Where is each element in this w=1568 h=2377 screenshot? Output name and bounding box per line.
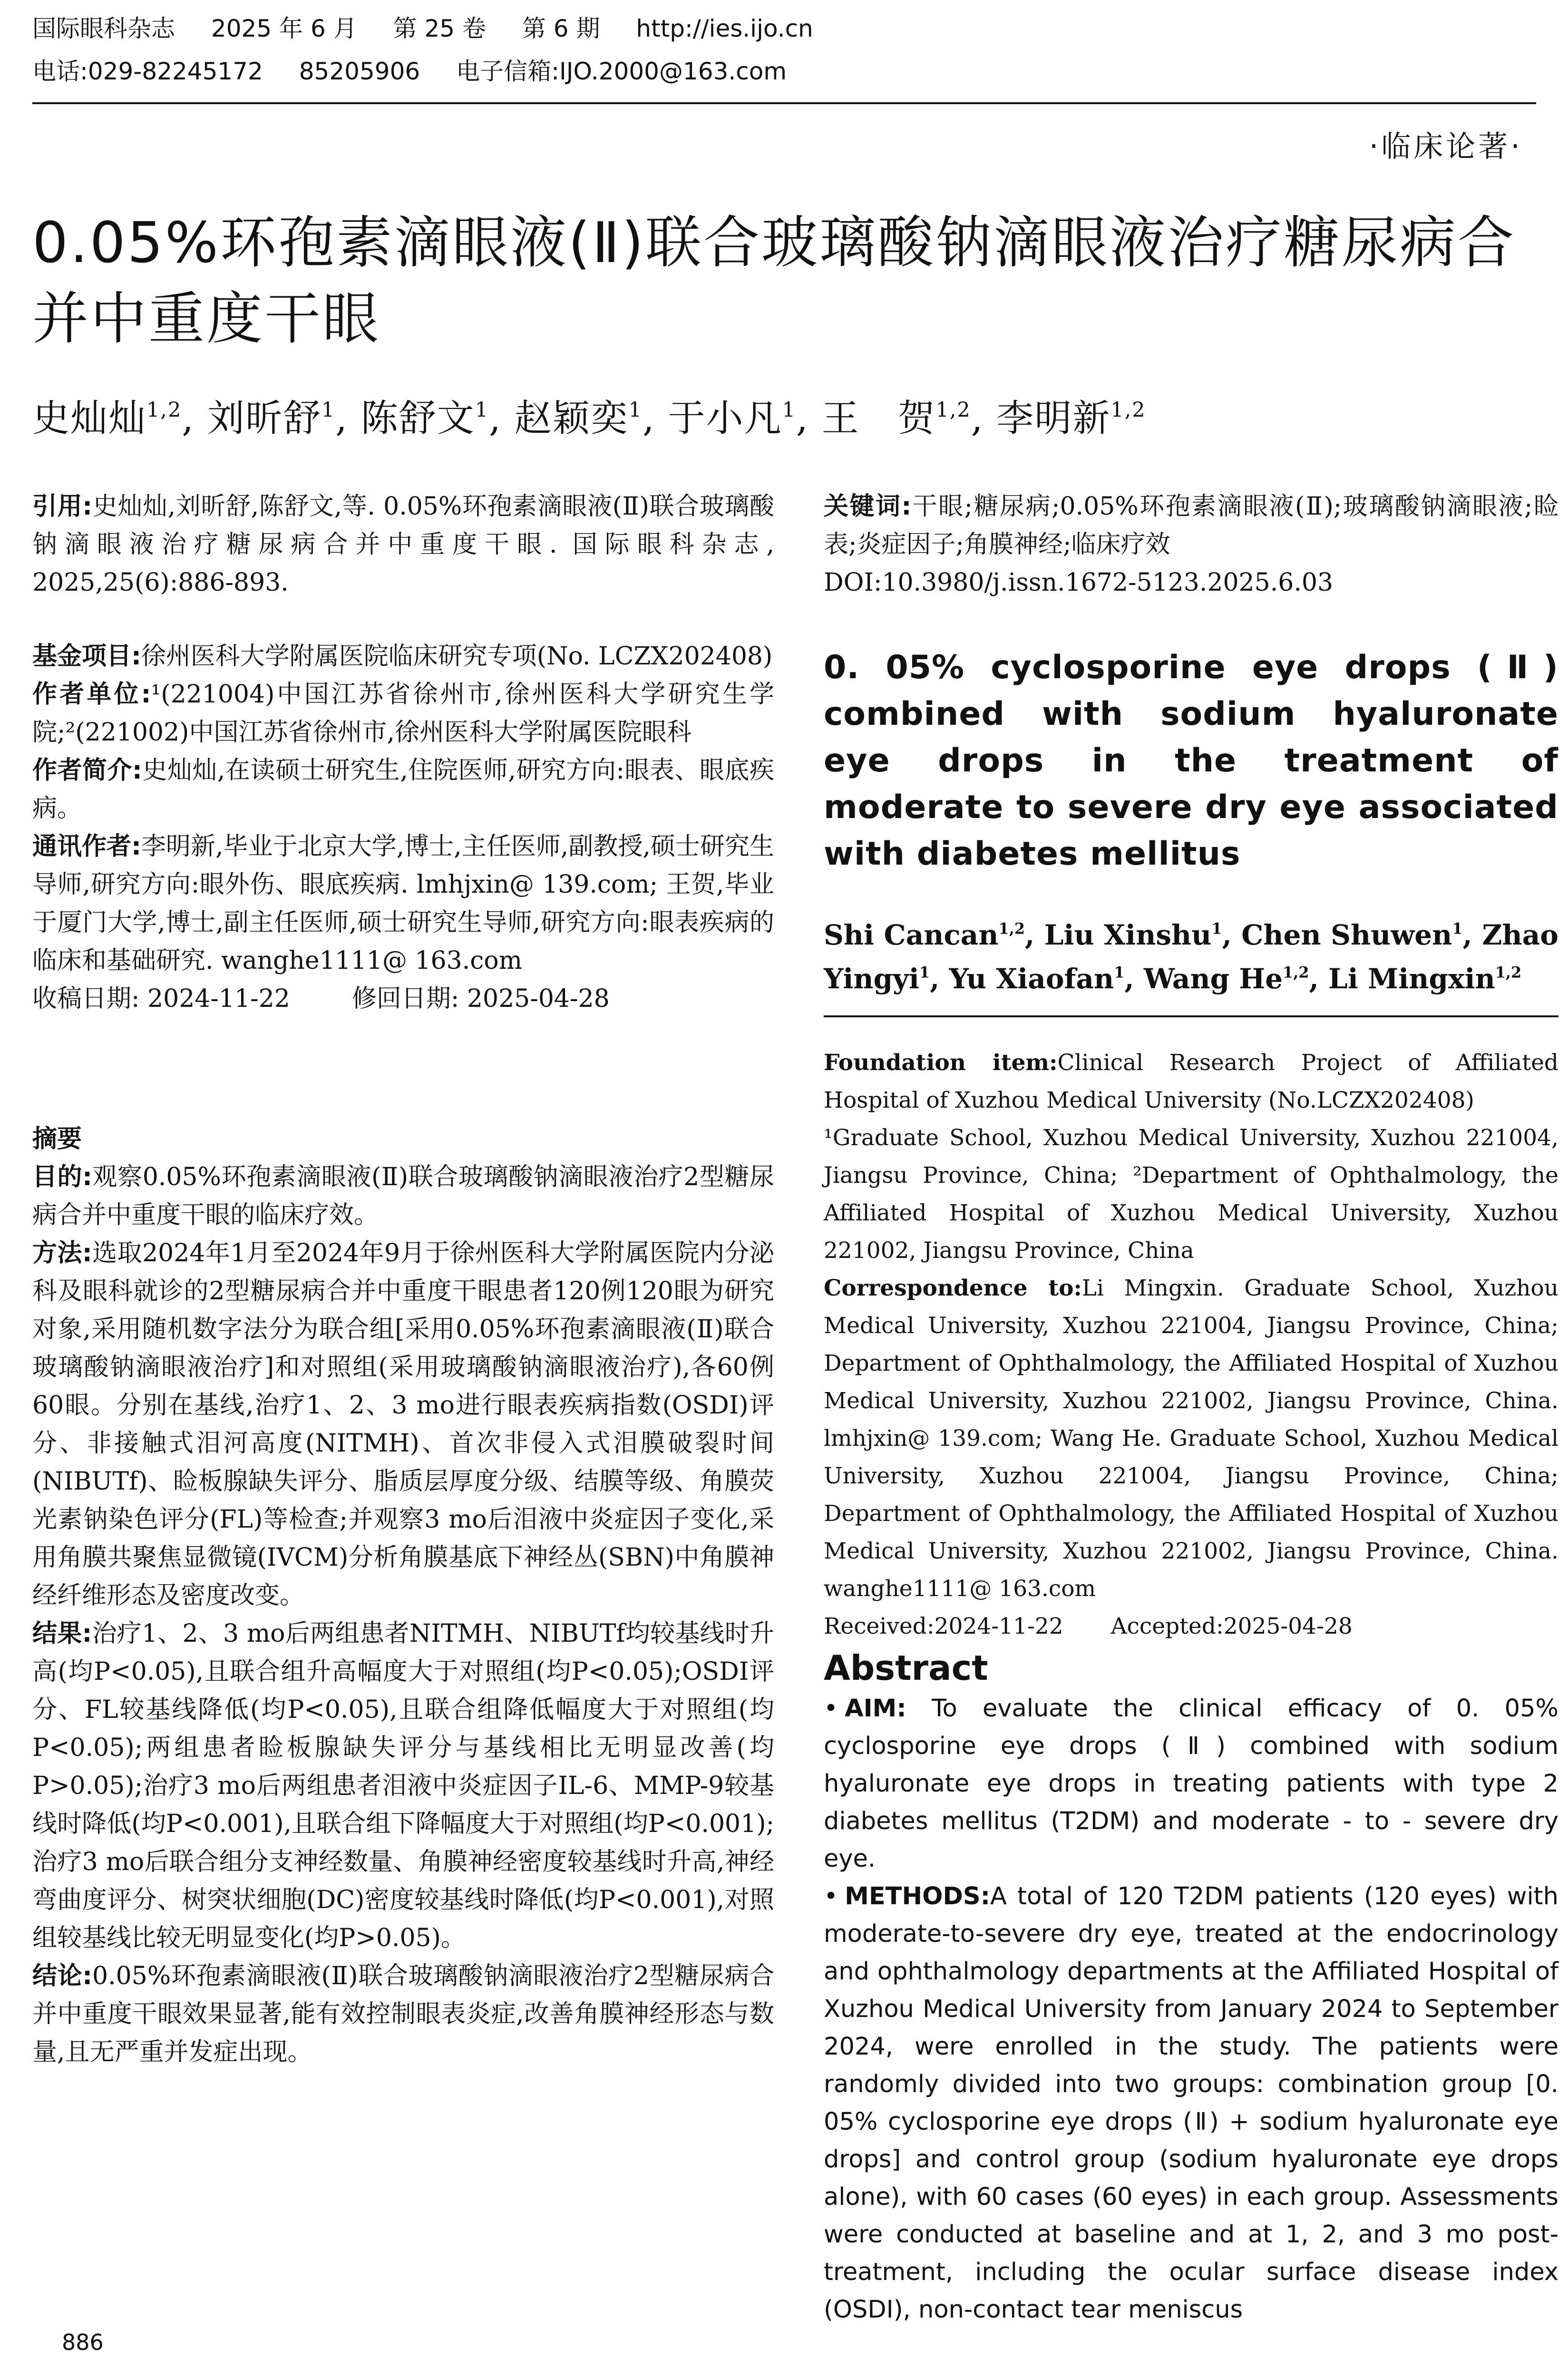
citation-label: 引用: (32, 492, 93, 521)
fund-label: 基金项目: (32, 642, 141, 671)
conclusion-text: 0.05%环孢素滴眼液(Ⅱ)联合玻璃酸钠滴眼液治疗2型糖尿病合并中重度干眼效果显著,能有效控制眼表炎症,改善角膜神经形态与数量,且无严重并发症出现。 (32, 1962, 774, 2066)
affiliation-label: 作者单位: (32, 680, 151, 709)
en-correspondence-label: Correspondence to: (824, 1275, 1082, 1301)
english-front-matter (824, 1044, 1558, 1645)
author: 赵颖奕 (514, 397, 629, 440)
author: Yu Xiaofan (949, 963, 1114, 995)
issue-date: 2025 年 6 月 (211, 15, 357, 42)
header-rule (32, 102, 1536, 104)
english-authors: Shi Cancan$^{1,2}$, Liu Xinshu$^1$, Chen Shuwen$^1$, Zhao Yingyi$^1$, Yu Xiaofan$^1$, Wang He$^{1,2}$, Li Mingxin$^{1,2}$ (824, 919, 1558, 995)
en-aim-text: To evaluate the clinical efficacy of 0. 05% cyclosporine eye drops (Ⅱ) combined with sodium hyaluronate eye drops in treating patients with type 2 diabetes mellitus (T2DM) and moderate - to - severe dry eye. (824, 1695, 1559, 1873)
aim-text: 观察0.05%环孢素滴眼液(Ⅱ)联合玻璃酸钠滴眼液治疗2型糖尿病合并中重度干眼的临床疗效。 (32, 1163, 774, 1229)
conclusion-label: 结论: (32, 1962, 93, 1990)
en-methods-text: A total of 120 T2DM patients (120 eyes) with moderate-to-severe dry eye, treated at the endocrinology and ophthalmology departments at the Affiliated Hospital of Xuzhou Medical University from January 2024 to September 2024, were enrolled in the study. The patients were randomly divided into two groups: combination group [0. 05% cyclosporine eye drops (Ⅱ) + sodium hyaluronate eye drops] and control group (sodium hyaluronate eye drops alone), with 60 cases (60 eyes) in each group. Assessments were conducted at baseline and at 1, 2, and 3 mo post-treatment, including the ocular surface disease index (OSDI), non-contact tear meniscus (824, 1882, 1558, 2324)
en-methods-label: METHODS: (845, 1882, 990, 1910)
journal-header-line-2 (32, 57, 815, 86)
english-title: 0. 05% cyclosporine eye drops (Ⅱ) combined with sodium hyaluronate eye drops in the treatment of moderate to severe dry eye associated with diabetes mellitus (824, 649, 1558, 873)
volume: 第 25 卷 (393, 15, 486, 42)
revised-date: 修回日期: 2025-04-28 (351, 984, 610, 1013)
correspondence-text: 李明新,毕业于北京大学,博士,主任医师,副教授,硕士研究生导师,研究方向:眼外伤、眼底疾病. lmhjxin@ 139.com; 王贺,毕业于厦门大学,博士,副主任医师,硕士研究生导师,研究方向:眼表疾病的临床和基础研究. wanghe1111@ 163.com (32, 832, 775, 975)
abstract-en-heading: Abstract (824, 1648, 988, 1688)
abstract-cn-heading: 摘要 (32, 1125, 82, 1153)
journal-name: 国际眼科杂志 (32, 15, 175, 42)
foundation-text: Clinical Research Project of Affiliated Hospital of Xuzhou Medical University (No.LCZX202408) (824, 1050, 1558, 1113)
foundation-label: Foundation item: (824, 1050, 1058, 1076)
author: 王 贺 (821, 397, 936, 440)
doi[interactable]: DOI:10.3980/j.issn.1672-5123.2025.6.03 (824, 568, 1334, 597)
fund-block (32, 637, 774, 1018)
chinese-authors: 史灿灿$^{1,2}$, 刘昕舒$^1$, 陈舒文$^1$, 赵颖奕$^1$, 于小凡$^1$, 王 贺$^{1,2}$, 李明新$^{1,2}$ (32, 397, 1146, 440)
bio-label: 作者简介: (32, 756, 142, 785)
results-text: 治疗1、2、3 mo后两组患者NITMH、NIBUTf均较基线时升高(均P<0.05),且联合组升高幅度大于对照组(均P<0.05);OSDI评分、FL较基线降低(均P<0.05),且联合组降低幅度大于对照组(均P<0.05);两组患者睑板腺缺失评分与基线相比无明显改善(均P>0.05);治疗3 mo后两组患者泪液中炎症因子IL-6、MMP-9较基线时降低(均P<0.001),且联合组下降幅度大于对照组(均P<0.001);治疗3 mo后联合组分支神经数量、角膜神经密度较基线时升高,神经弯曲度评分、树突状细胞(DC)密度较基线时降低(均P<0.001),对照组较基线比较无明显变化(均P>0.05)。 (32, 1619, 775, 1952)
keywords-label: 关键词: (824, 492, 912, 521)
fund-text: 徐州医科大学附属医院临床研究专项(No. LCZX202408) (141, 642, 773, 671)
author: Shi Cancan (824, 919, 999, 951)
en-correspondence-text: Li Mingxin. Graduate School, Xuzhou Medical University, Xuzhou 221004, Jiangsu Province, China; Department of Ophthalmology, the Affiliated Hospital of Xuzhou Medical University, Xuzhou 221002, Jiangsu Province, China. lmhjxin@ 139.com; Wang He. Graduate School, Xuzhou Medical University, Xuzhou 221004, Jiangsu Province, China; Department of Ophthalmology, the Affiliated Hospital of Xuzhou Medical University, Xuzhou 221002, Jiangsu Province, China. wanghe1111@ 163.com (824, 1275, 1558, 1602)
correspondence-label: 通讯作者: (32, 832, 141, 861)
keywords-block (824, 487, 1558, 602)
author: 陈舒文 (360, 397, 475, 440)
phone: 电话:029-82245172 (32, 58, 263, 85)
phone-2: 85205906 (299, 58, 420, 85)
methods-text: 选取2024年1月至2024年9月于徐州医科大学附属医院内分泌科及眼科就诊的2型糖尿病合并中重度干眼患者120例120眼为研究对象,采用随机数字法分为联合组[采用0.05%环孢素滴眼液(Ⅱ)联合玻璃酸钠滴眼液治疗]和对照组(采用玻璃酸钠滴眼液治疗),各60例60眼。分别在基线,治疗1、2、3 mo进行眼表疾病指数(OSDI)评分、非接触式泪河高度(NITMH)、首次非侵入式泪膜破裂时间(NIBUTf)、睑板腺缺失评分、脂质层厚度分级、结膜等级、角膜荧光素钠染色评分(FL)等检查;并观察3 mo后泪液中炎症因子变化,采用角膜共聚焦显微镜(IVCM)分析角膜基底下神经丛(SBN)中角膜神经纤维形态及密度改变。 (32, 1239, 775, 1610)
abstract-en: Abstract • AIM: To evaluate the clinical efficacy of 0. 05% cyclosporine eye drops (Ⅱ) combined with sodium hyaluronate eye drops in treating patients with type 2 diabetes mellitus (T2DM) and moderate - to - severe dry eye. • METHODS:A total of 120 T2DM patients (120 eyes) with moderate-to-severe dry eye, treated at the endocrinology and ophthalmology departments at the Affiliated Hospital of Xuzhou Medical University from January 2024 to September 2024, were enrolled in the study. The patients were randomly divided into two groups: combination group [0. 05% cyclosporine eye drops (Ⅱ) + sodium hyaluronate eye drops] and control group (sodium hyaluronate eye drops alone), with 60 cases (60 eyes) in each group. Assessments were conducted at baseline and at 1, 2, and 3 mo post-treatment, including the ocular surface disease index (OSDI), non-contact tear meniscus (824, 1648, 1559, 2324)
author: Zhao Yingyi (824, 919, 1558, 995)
issue-number: 第 6 期 (522, 15, 600, 42)
author: Chen Shuwen (1241, 919, 1452, 951)
english-affiliation: ¹Graduate School, Xuzhou Medical University, Xuzhou 221004, Jiangsu Province, China; ²Department of Ophthalmology, the Affiliated Hospital of Xuzhou Medical University, Xuzhou 221002, Jiangsu Province, China (824, 1125, 1558, 1264)
citation-text: 史灿灿,刘昕舒,陈舒文,等. 0.05%环孢素滴眼液(Ⅱ)联合玻璃酸钠滴眼液治疗糖尿病合并中重度干眼. 国际眼科杂志, 2025,25(6):886-893. (32, 492, 775, 597)
citation-block (32, 487, 774, 602)
en-aim-label: AIM: (845, 1695, 906, 1723)
author: 史灿灿 (32, 397, 147, 440)
keywords-text: 干眼;糖尿病;0.05%环孢素滴眼液(Ⅱ);玻璃酸钠滴眼液;睑表;炎症因子;角膜神经;临床疗效 (824, 492, 1558, 559)
page-number: 886 (62, 2329, 104, 2355)
author: Li Mingxin (1328, 963, 1495, 995)
journal-url[interactable]: http://ies.ijo.cn (636, 15, 813, 42)
en-received: Received:2024-11-22 (824, 1613, 1063, 1639)
chinese-title: 0.05%环孢素滴眼液(Ⅱ)联合玻璃酸钠滴眼液治疗糖尿病合并中重度干眼 (32, 210, 1516, 351)
affiliation-text: ¹(221004)中国江苏省徐州市,徐州医科大学研究生学院;²(221002)中国江苏省徐州市,徐州医科大学附属医院眼科 (32, 680, 774, 747)
received-date: 收稿日期: 2024-11-22 (32, 984, 290, 1013)
author-rule (824, 1015, 1558, 1017)
en-accepted: Accepted:2025-04-28 (1110, 1613, 1353, 1639)
methods-label: 方法: (32, 1239, 92, 1267)
author: 于小凡 (668, 397, 782, 440)
results-label: 结果: (32, 1619, 92, 1648)
email[interactable]: 电子信箱:IJO.2000@163.com (456, 58, 787, 85)
author: Wang He (1143, 963, 1283, 995)
section-tag: ·临床论著· (1369, 129, 1523, 164)
author: 李明新 (996, 397, 1111, 440)
journal-header-line-1 (32, 14, 842, 43)
bio-text: 史灿灿,在读硕士研究生,住院医师,研究方向:眼表、眼底疾病。 (32, 756, 775, 823)
author: 刘昕舒 (207, 397, 321, 440)
aim-label: 目的: (32, 1163, 92, 1191)
author: Liu Xinshu (1044, 919, 1212, 951)
abstract-cn (32, 1120, 774, 2071)
